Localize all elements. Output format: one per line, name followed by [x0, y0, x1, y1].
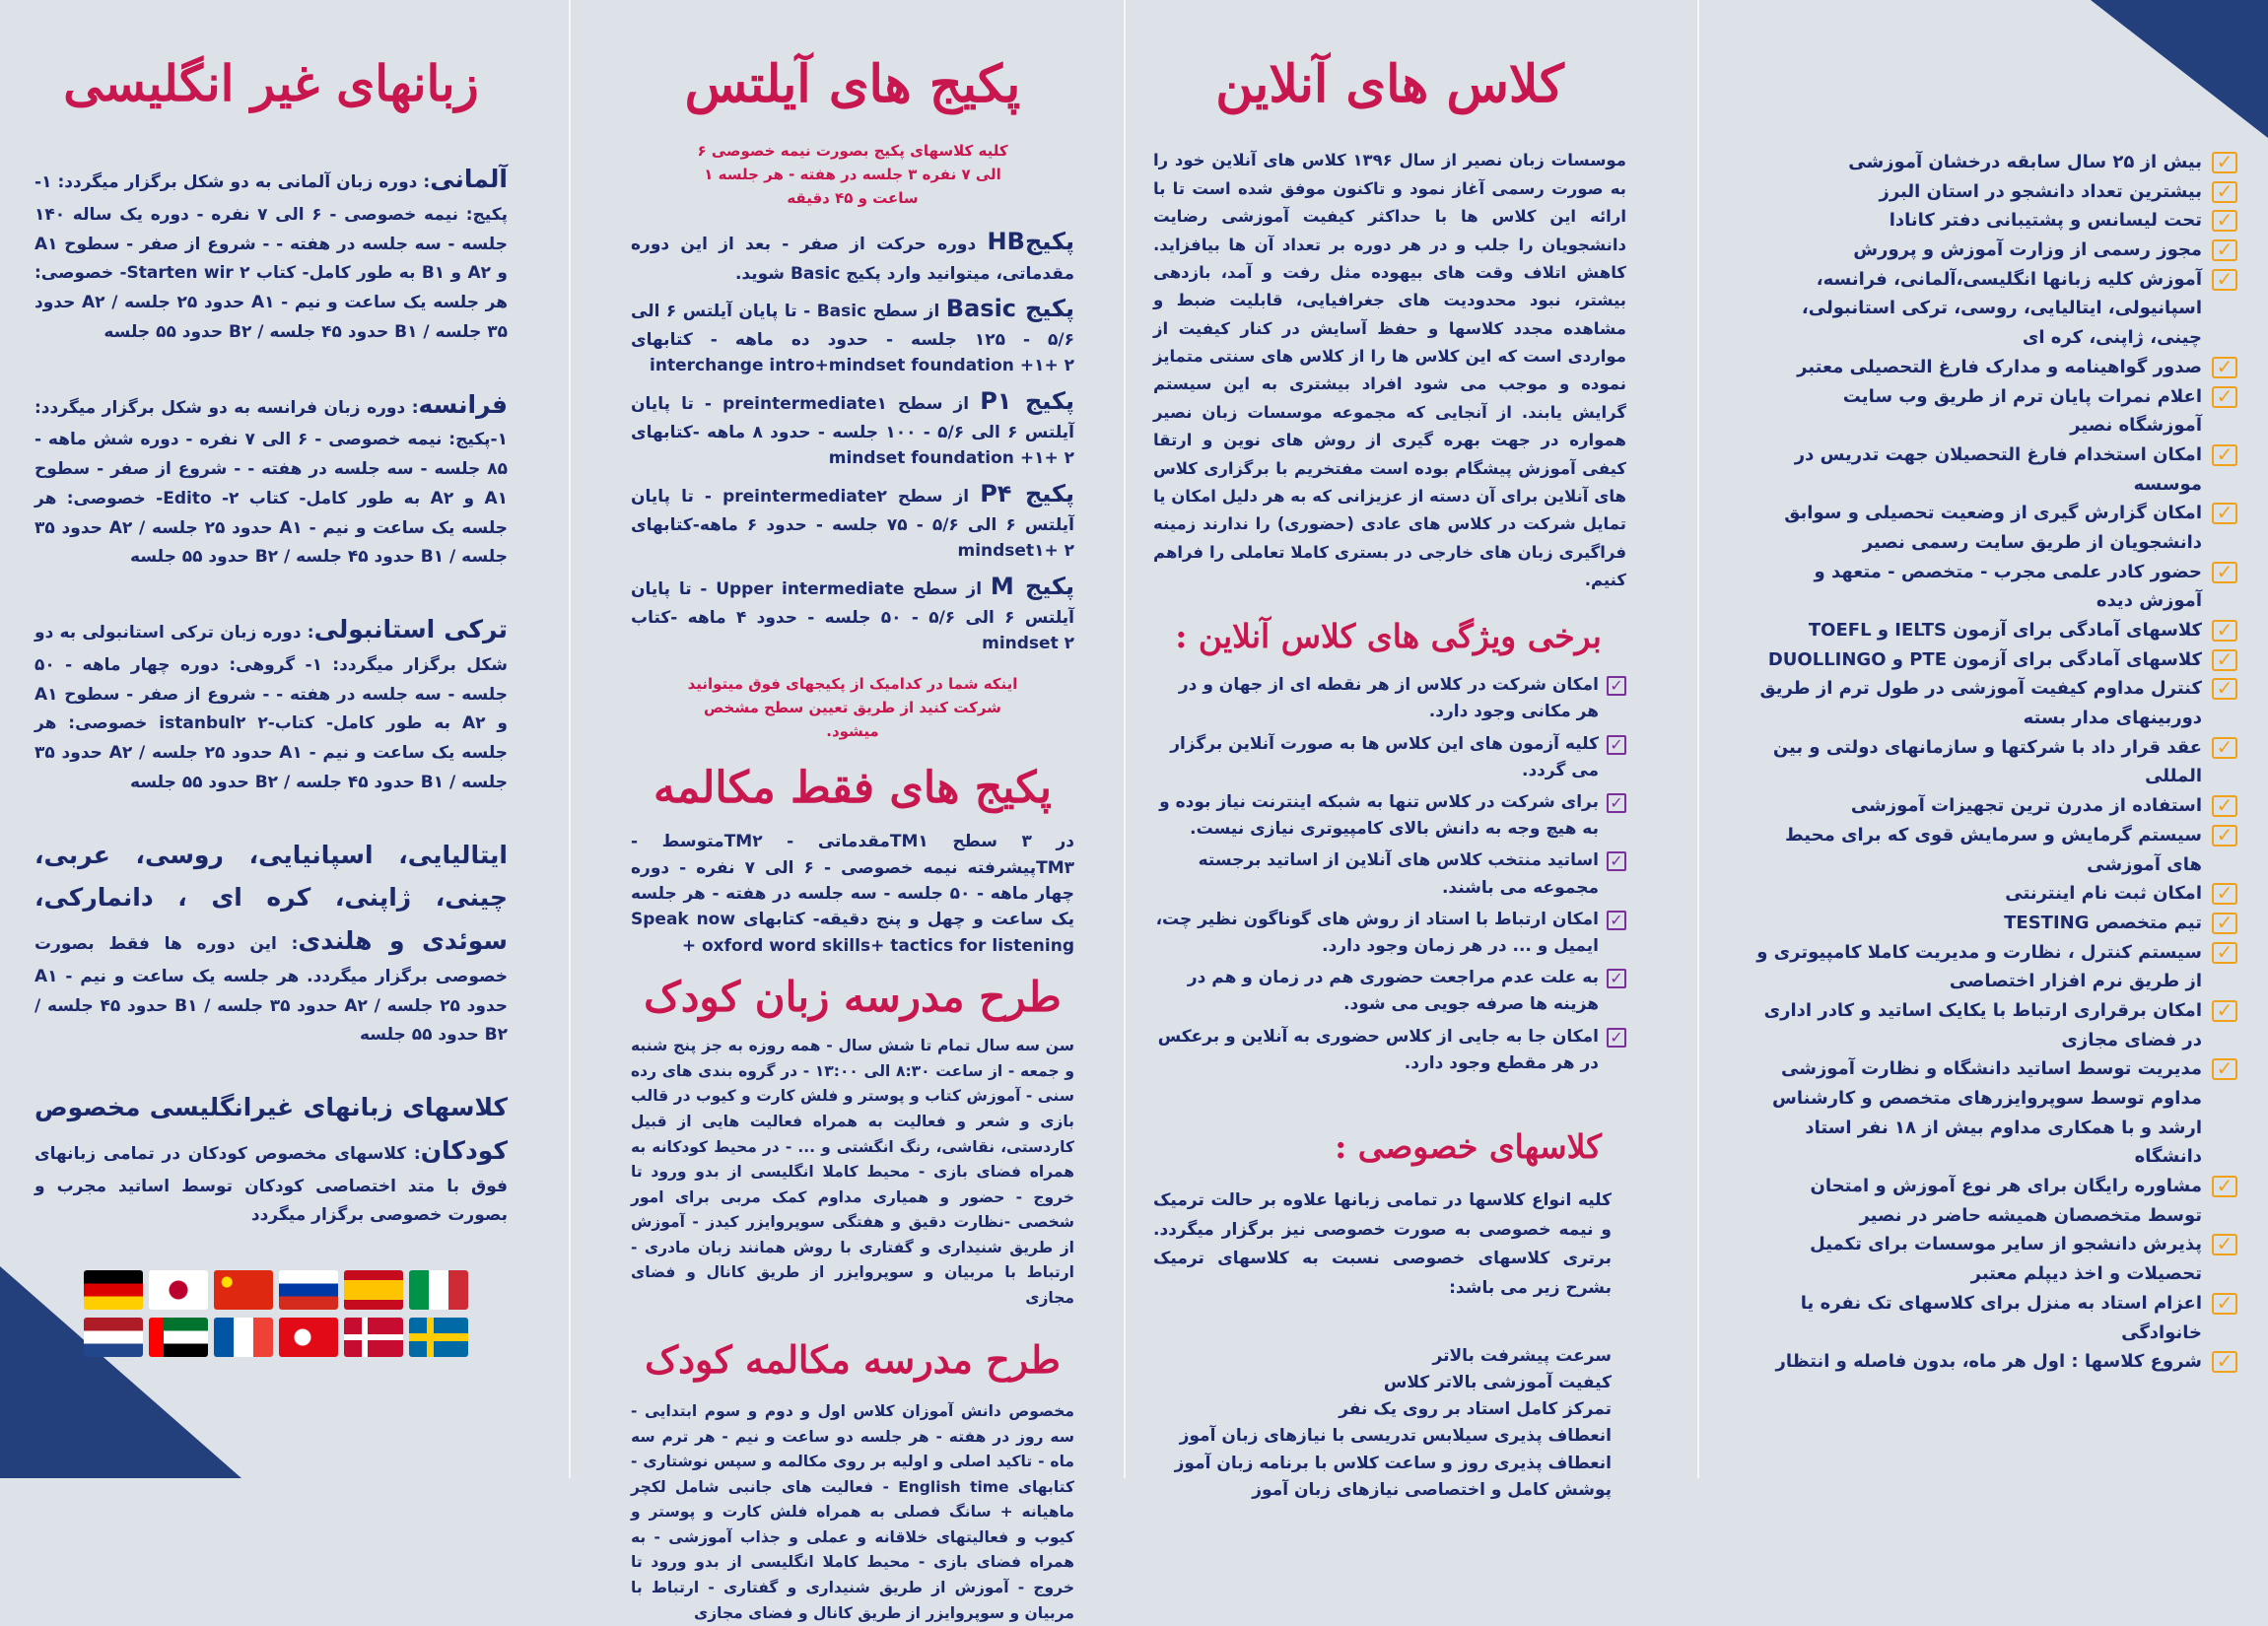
language-name: ترکی استانبولی	[313, 615, 508, 644]
language-name: ایتالیایی، اسپانیایی، روسی، عربی، چینی، ژاپنی، کره ای ، دانمارکی، سوئدی و هلندی	[34, 840, 508, 955]
feature-item	[1754, 938, 2237, 996]
language-item	[34, 158, 508, 348]
feature-item	[1754, 645, 2237, 675]
language-item	[34, 1086, 508, 1231]
checkbox-checked-icon: ✓	[2212, 795, 2237, 817]
private-benefit-item: سرعت پیشرفت بالاتر	[1432, 1345, 1612, 1366]
features-panel	[1754, 0, 2237, 1478]
kids-school-text: سن سه سال تمام تا شش سال - همه روزه به جز پنج شنبه و جمعه - از ساعت ۸:۳۰ الی ۱۳:۰۰ - در گروه بندی های رده سنی - آموزش کتاب و پوستر و فلش کارت و کیوب در قالب بازی و شعر و فعالیت به همراه فعالیت هایی از قبیل کاردستی، نقاشی، رنگ انگشتی و ... - در محیط کودکانه به همراه فضای بازی - محیط کاملا انگلیسی از بدو ورود تا خروج - حضور و همیاری مداوم کمک مربی برای امور شخصی -نظارت دقیق و هفتگی سوپروایزر کیدز - آموزش از طریق شنیداری و گفتاری با روش همانند زبان مادری - ارتباط با مربیان و سوپروایزر از طریق کانال و فضای مجازی	[631, 1037, 1074, 1307]
feature-item	[1754, 265, 2237, 353]
sweden-flag	[409, 1318, 468, 1357]
feature-item	[1754, 206, 2237, 236]
feature-text: تحت لیسانس و پشتیبانی دفتر کانادا	[1889, 210, 2202, 232]
checkbox-checked-icon: ✓	[2212, 444, 2237, 466]
panel-divider	[1697, 0, 1699, 1478]
feature-text: مجوز رسمی از وزارت آموزش و پرورش	[1853, 239, 2202, 261]
checkbox-checked-icon: ✓	[2212, 357, 2237, 378]
feature-item	[1754, 382, 2237, 440]
uae-flag	[149, 1318, 208, 1357]
online-feature-item	[1153, 847, 1626, 901]
non-english-title: زبانهای غیر انگلیسی	[63, 54, 479, 112]
feature-item	[1754, 909, 2237, 938]
online-feature-text: به علت عدم مراجعت حضوری هم در زمان و هم در هزینه ها صرفه جویی می شود.	[1187, 968, 1599, 1015]
online-feature-item	[1153, 672, 1626, 725]
china-flag	[214, 1270, 273, 1310]
denmark-flag	[344, 1318, 403, 1357]
checkbox-checked-icon: ✓	[2212, 825, 2237, 847]
kids-conversation-text: مخصوص دانش آموزان کلاس اول و دوم و سوم ابتدایی - سه روز در هفته - هر جلسه دو ساعت و نیم - هر ترم سه ماه - تاکید اصلی و اولیه بر روی مکالمه و سپس نوشتاری - کتابهای English time - فعالیت های جانبی شامل لکچر ماهیانه + سانگ فصلی به همراه فلش کارت و پوستر و کیوب و فعالیتهای خلاقانه و عملی و جذاب آموزشی - به همراه فضای بازی - محیط کاملا انگلیسی از بدو ورود تا خروج - آموزش از طریق شنیداری و گفتاری - ارتباط با مربیان و سوپروایزر از طریق کانال و فضای مجازی	[631, 1402, 1074, 1622]
package-details: از سطح preintermediate۲ - تا پایان آیلتس ۶ الی ۵/۶ - ۷۵ جلسه - حدود ۶ ماهه-کتابهای mindset۱+ ۲	[631, 486, 1074, 562]
package-name: پکیج P۴	[980, 479, 1075, 508]
ielts-package	[631, 383, 1074, 472]
feature-text: مدیریت توسط اساتید دانشگاه و نظارت آموزشی مداوم توسط سوپروایزرهای متخصص و کارشناس ارشد و با همکاری مداوم بیش از ۱۸ نفر استاد دانشگاه	[1772, 1058, 2202, 1168]
feature-text: اعزام استاد به منزل برای کلاسهای تک نفره یا خانوادگی	[1800, 1292, 2202, 1343]
feature-text: تیم متخصص TESTING	[2004, 912, 2202, 933]
online-feature-item	[1153, 731, 1626, 784]
checkbox-checked-icon: ✓	[2212, 210, 2237, 232]
feature-item	[1754, 1230, 2237, 1288]
feature-text: کلاسهای آمادگی برای آزمون IELTS و TOEFL	[1808, 620, 2202, 641]
ielts-panel	[631, 0, 1075, 1622]
feature-item	[1754, 996, 2237, 1054]
feature-item	[1754, 1054, 2237, 1172]
package-name: پکیجHB	[987, 228, 1074, 256]
france-flag	[214, 1318, 273, 1357]
online-feature-text: امکان جا به جایی از کلاس حضوری به آنلاین و برعکس در هر مقطع وجود دارد.	[1157, 1026, 1599, 1073]
italy-flag	[409, 1270, 468, 1310]
feature-item	[1754, 1289, 2237, 1347]
feature-item	[1754, 674, 2237, 732]
feature-text: امکان گزارش گیری از وضعیت تحصیلی و سوابق دانشجویان از طریق سایت رسمی نصیر	[1784, 503, 2202, 553]
online-classes-panel	[1153, 0, 1626, 1500]
checkbox-checked-icon: ✓	[1607, 851, 1626, 871]
feature-text: امکان ثبت نام اینترنتی	[2005, 883, 2202, 905]
checkbox-checked-icon: ✓	[1607, 911, 1626, 930]
flags-row	[34, 1270, 508, 1357]
ielts-placement-note: اینکه شما در کدامیک از پکیجهای فوق میتوانید شرکت کنید از طریق تعیین سطح مشخص میشود.	[687, 675, 1018, 741]
checkbox-checked-icon: ✓	[2212, 1058, 2237, 1080]
panel-divider	[569, 0, 571, 1478]
conversation-text: در ۳ سطح TM۱مقدماتی - TM۲متوسط - TM۳پیشرفته نیمه خصوصی - ۶ الی ۷ نفره - دوره چهار ماهه - ۵۰ جلسه - سه جلسه در هفته - هر جلسه یک ساعت و چهل و پنج دقیقه- کتابهای Speak now + oxford word skills+ tactics for listening	[631, 832, 1075, 956]
language-name: آلمانی	[430, 165, 508, 193]
feature-item	[1754, 353, 2237, 382]
checkbox-checked-icon: ✓	[1607, 676, 1626, 696]
private-benefit-item: پوشش کامل و اختصاصی نیازهای زبان آموز	[1252, 1479, 1612, 1500]
package-details: از سطح preintermediate۱ - تا پایان آیلتس ۶ الی ۵/۶ - ۱۰۰ جلسه - حدود ۸ ماهه -کتابهای mindset foundation +۱+ ۲	[631, 393, 1074, 469]
package-name: پکیج P۱	[980, 386, 1075, 415]
feature-text: سیستم کنترل ، نظارت و مدیریت کاملا کامپیوتری و از طریق نرم افزار اختصاصی	[1756, 941, 2202, 992]
language-details: : کلاسهای مخصوص کودکان در تمامی زبانهای فوق با متد اختصاصی کودکان توسط اساتید مجرب و بصورت خصوصی برگزار میگردد	[34, 1143, 508, 1226]
checkbox-checked-icon: ✓	[2212, 678, 2237, 700]
checkbox-checked-icon: ✓	[2212, 181, 2237, 203]
spain-flag	[344, 1270, 403, 1310]
feature-text: اعلام نمرات پایان ترم از طریق وب سایت آموزشگاه نصیر	[1842, 385, 2202, 437]
feature-item	[1754, 1347, 2237, 1377]
package-details: از سطح Upper intermediate - تا پایان آیلتس ۶ الی ۵/۶ - ۵۰ جلسه - حدود ۴ ماهه -کتاب mindset ۲	[631, 578, 1074, 654]
checkbox-checked-icon: ✓	[2212, 913, 2237, 934]
private-benefits-list	[1153, 1343, 1626, 1504]
netherlands-flag	[84, 1318, 143, 1357]
language-details: : دوره زبان فرانسه به دو شکل برگزار میگردد: ۱-پکیج: نیمه خصوصی - ۶ الی ۷ نفره - دوره شش ماهه - ۸۵ جلسه - سه جلسه در هفته - - شروع از صفر - سطوح A۱ و A۲ به طور کامل- کتاب Edito -۲- خصوصی: هر جلسه یک ساعت و نیم - A۱ حدود ۲۵ جلسه / A۲ حدود ۳۵ جلسه / B۱ حدود ۴۵ جلسه / B۲ حدود ۵۵ جلسه	[34, 397, 509, 568]
checkbox-checked-icon: ✓	[2212, 1000, 2237, 1022]
private-benefit-item: تمرکز کامل استاد بر روی یک نفر	[1339, 1399, 1612, 1420]
kids-school-title: طرح مدرسه زبان کودک	[644, 972, 1062, 1021]
feature-item	[1754, 616, 2237, 645]
panel-divider	[1124, 0, 1126, 1478]
checkbox-checked-icon: ✓	[2212, 1293, 2237, 1315]
online-feature-text: امکان ارتباط با استاد از روش های گوناگون نظیر چت، ایمیل و ... در هر زمان وجود دارد.	[1155, 909, 1599, 956]
feature-text: سیستم گرمایش و سرمایش قوی که برای محیط های آموزشی	[1785, 824, 2202, 875]
ielts-package	[631, 291, 1074, 379]
russia-flag	[279, 1270, 338, 1310]
kids-conversation-title: طرح مدرسه مکالمه کودک	[645, 1336, 1061, 1382]
turkey-flag	[279, 1318, 338, 1357]
feature-text: کلاسهای آمادگی برای آزمون PTE و DUOLLINGO	[1767, 648, 2202, 670]
feature-item	[1754, 148, 2237, 177]
checkbox-checked-icon: ✓	[1607, 735, 1626, 755]
online-feature-text: برای شرکت در کلاس تنها به شبکه اینترنت نیاز بوده و به هیچ وجه به دانش بالای کامپیوتری نیازی نیست.	[1159, 792, 1599, 840]
feature-item	[1754, 733, 2237, 791]
feature-text: استفاده از مدرن ترین تجهیزات آموزشی	[1850, 795, 2202, 817]
ielts-package	[631, 476, 1074, 565]
checkbox-checked-icon: ✓	[2212, 883, 2237, 905]
checkbox-checked-icon: ✓	[2212, 1176, 2237, 1197]
checkbox-checked-icon: ✓	[1607, 969, 1626, 988]
ielts-title: پکیج های آیلتس	[684, 54, 1021, 114]
package-name: پکیج Basic	[945, 294, 1075, 322]
checkbox-checked-icon: ✓	[2212, 152, 2237, 173]
checkbox-checked-icon: ✓	[2212, 649, 2237, 671]
online-title: کلاس های آنلاین	[1215, 54, 1564, 114]
online-feature-text: اساتید منتخب کلاس های آنلاین از اساتید برجسته مجموعه می باشند.	[1198, 850, 1599, 898]
feature-item	[1754, 821, 2237, 879]
online-feature-item	[1153, 1024, 1626, 1077]
online-features-list	[1153, 672, 1626, 1077]
language-details: : دوره زبان ترکی استانبولی به دو شکل برگزار میگردد: ۱- گروهی: دوره چهار ماهه - ۵۰ جلسه - سه جلسه در هفته - - شروع از صفر - سطوح A۱ و A۲ به طور کامل- کتاب-istanbul۲ ۲ خصوصی: هر جلسه یک ساعت و نیم - A۱ حدود ۲۵ جلسه / A۲ حدود ۳۵ جلسه / B۱ حدود ۴۵ جلسه / B۲ حدود ۵۵ جلسه	[34, 623, 509, 792]
japan-flag	[149, 1270, 208, 1310]
language-item	[34, 608, 508, 798]
checkbox-checked-icon: ✓	[2212, 562, 2237, 583]
online-intro: موسسات زبان نصیر از سال ۱۳۹۶ کلاس های آنلاین خود را به صورت رسمی آغاز نمود و تاکنون موفق شده است تا با ارائه این کلاس ها با حداکثر کیفیت آموزشی رضایت دانشجویان را جلب و در هر دوره بر تعداد آن ها بیافزاید. کاهش اتلاف وقت های بیهوده مثل رفت و آمد، بازدهی بیشتر، نبود محدودیت های جغرافیایی، قابلیت ضبط و مشاهده مجدد کلاسها و حفظ آسایش در کنار کیفیت از مواردی است که این کلاس ها را از کلاس های سنتی متمایز نموده و موجب می شود افراد بیشتری به این سیستم گرایش یابند. از آنجایی که مجموعه موسسات زبان نصیر همواره در جهت بهره گیری از روش های نوین و ارتقا کیفی آموزش پیشگام بوده است مفتخریم با برگزاری کلاس های آنلاین برای آن دسته از عزیزانی که به هر دلیل امکان یا تمایل شرکت در کلاس های عادی (حضوری) را ندارند زمینه فراگیری زبان های خارجی در بستری کاملا تعاملی را فراهم کنیم.	[1153, 151, 1626, 590]
checkbox-checked-icon: ✓	[1607, 1028, 1626, 1048]
checkbox-checked-icon: ✓	[2212, 503, 2237, 524]
online-features-title: برخی ویژگی های کلاس آنلاین :	[1175, 617, 1602, 656]
language-name: فرانسه	[418, 389, 508, 419]
feature-item	[1754, 558, 2237, 616]
package-details: از سطح Basic - تا پایان آیلتس ۶ الی ۵/۶ - ۱۲۵ جلسه - حدود ده ماهه - کتابهای interchange intro+mindset foundation +۱+ ۲	[631, 301, 1074, 376]
online-feature-item	[1153, 965, 1626, 1018]
feature-text: شروع کلاسها : اول هر ماه، بدون فاصله و انتظار	[1775, 1351, 2202, 1373]
feature-item	[1754, 879, 2237, 909]
private-text: کلیه انواع کلاسها در تمامی زبانها علاوه بر حالت ترمیک و نیمه خصوصی به صورت خصوصی نیز برگزار میگردد. برتری کلاسهای خصوصی نسبت به کلاسهای ترمیک بشرح زیر می باشد:	[1153, 1189, 1612, 1299]
language-details: : دوره زبان آلمانی به دو شکل برگزار میگردد: ۱-پکیج: نیمه خصوصی - ۶ الی ۷ نفره - دوره یک ساله ۱۴۰ جلسه - سه جلسه در هفته - - شروع از صفر - سطوح A۱ و A۲ و B۱ به طور کامل- کتاب Starten wir ۲- خصوصی: هر جلسه یک ساعت و نیم - A۱ حدود ۲۵ جلسه / A۲ حدود ۳۵ جلسه / B۱ حدود ۴۵ جلسه / B۲ حدود ۵۵ جلسه	[34, 172, 509, 342]
ielts-note: کلیه کلاسهای پکیج بصورت نیمه خصوصی ۶ الی ۷ نفره ۳ جلسه در هفته - هر جلسه ۱ ساعت و ۴۵ دقیقه	[697, 142, 1008, 208]
checkbox-checked-icon: ✓	[2212, 386, 2237, 408]
feature-text: کنترل مداوم کیفیت آموزشی در طول ترم از طریق دوربینهای مدار بسته	[1759, 678, 2202, 729]
languages-list	[34, 158, 508, 1231]
feature-text: پذیرش دانشجو از سایر موسسات برای تکمیل تحصیلات و اخذ دیپلم معتبر	[1810, 1234, 2202, 1285]
germany-flag	[84, 1270, 143, 1310]
ielts-packages-list	[631, 224, 1074, 656]
non-english-panel	[34, 0, 508, 1478]
conversation-title: پکیج های فقط مکالمه	[653, 763, 1052, 814]
feature-item	[1754, 177, 2237, 207]
features-list	[1754, 0, 2237, 1377]
feature-item	[1754, 499, 2237, 557]
language-item	[34, 834, 508, 1051]
feature-text: آموزش کلیه زبانها انگلیسی،آلمانی، فرانسه، اسپانیولی، ایتالیایی، روسی، ترکی استانبولی، چینی، ژاپنی، کره ای	[1801, 268, 2202, 349]
feature-text: بیشترین تعداد دانشجو در استان البرز	[1879, 180, 2202, 202]
feature-text: امکان برقراری ارتباط با یکایک اساتید و کادر اداری در فضای مجازی	[1763, 999, 2202, 1050]
checkbox-checked-icon: ✓	[2212, 942, 2237, 964]
online-feature-item	[1153, 907, 1626, 960]
online-feature-text: امکان شرکت در کلاس از هر نقطه ای از جهان و در هر مکانی وجود دارد.	[1178, 675, 1599, 722]
checkbox-checked-icon: ✓	[2212, 1351, 2237, 1373]
language-item	[34, 383, 508, 574]
online-feature-item	[1153, 789, 1626, 843]
checkbox-checked-icon: ✓	[2212, 269, 2237, 291]
language-name: کلاسهای زبانهای غیرانگلیسی مخصوص کودکان	[34, 1093, 508, 1165]
feature-item	[1754, 440, 2237, 499]
checkbox-checked-icon: ✓	[1607, 793, 1626, 813]
package-name: پکیج M	[990, 572, 1075, 600]
ielts-package	[631, 224, 1074, 287]
feature-item	[1754, 236, 2237, 265]
feature-text: مشاوره رایگان برای هر نوع آموزش و امتحان توسط متخصصان همیشه حاضر در نصیر	[1810, 1176, 2202, 1226]
online-feature-text: کلیه آزمون های این کلاس ها به صورت آنلاین برگزار می گردد.	[1170, 733, 1599, 780]
feature-item	[1754, 791, 2237, 821]
package-details: دوره حرکت از صفر - بعد از این دوره مقدماتی، میتوانید وارد پکیج Basic شوید.	[631, 235, 1074, 284]
feature-text: امکان استخدام فارغ التحصیلان جهت تدریس در موسسه	[1794, 443, 2202, 495]
feature-text: حضور کادر علمی مجرب - متخصص - متعهد و آموزش دیده	[1814, 561, 2202, 612]
checkbox-checked-icon: ✓	[2212, 1234, 2237, 1255]
feature-item	[1754, 1172, 2237, 1230]
checkbox-checked-icon: ✓	[2212, 737, 2237, 759]
checkbox-checked-icon: ✓	[2212, 239, 2237, 261]
language-details: : این دوره ها فقط بصورت خصوصی برگزار میگردد. هر جلسه یک ساعت و نیم - A۱ حدود ۲۵ جلسه / A۲ حدود ۳۵ جلسه / B۱ حدود ۴۵ جلسه / B۲ حدود ۵۵ جلسه	[34, 934, 509, 1046]
private-benefit-item: انعطاف پذیری روز و ساعت کلاس با برنامه زبان آموز	[1174, 1453, 1612, 1473]
private-title: کلاسهای خصوصی :	[1335, 1126, 1602, 1166]
private-benefit-item: انعطاف پذیری سیلابس تدریسی با نیازهای زبان آموز	[1179, 1426, 1612, 1447]
feature-text: عقد قرار داد با شرکتها و سازمانهای دولتی و بین المللی	[1772, 736, 2202, 787]
ielts-package	[631, 569, 1074, 657]
private-benefit-item: کیفیت آموزشی بالاتر کلاس	[1383, 1372, 1612, 1392]
feature-text: صدور گواهینامه و مدارک فارغ التحصیلی معتبر	[1797, 356, 2202, 377]
feature-text: بیش از ۲۵ سال سابقه درخشان آموزشی	[1848, 152, 2202, 172]
checkbox-checked-icon: ✓	[2212, 620, 2237, 642]
